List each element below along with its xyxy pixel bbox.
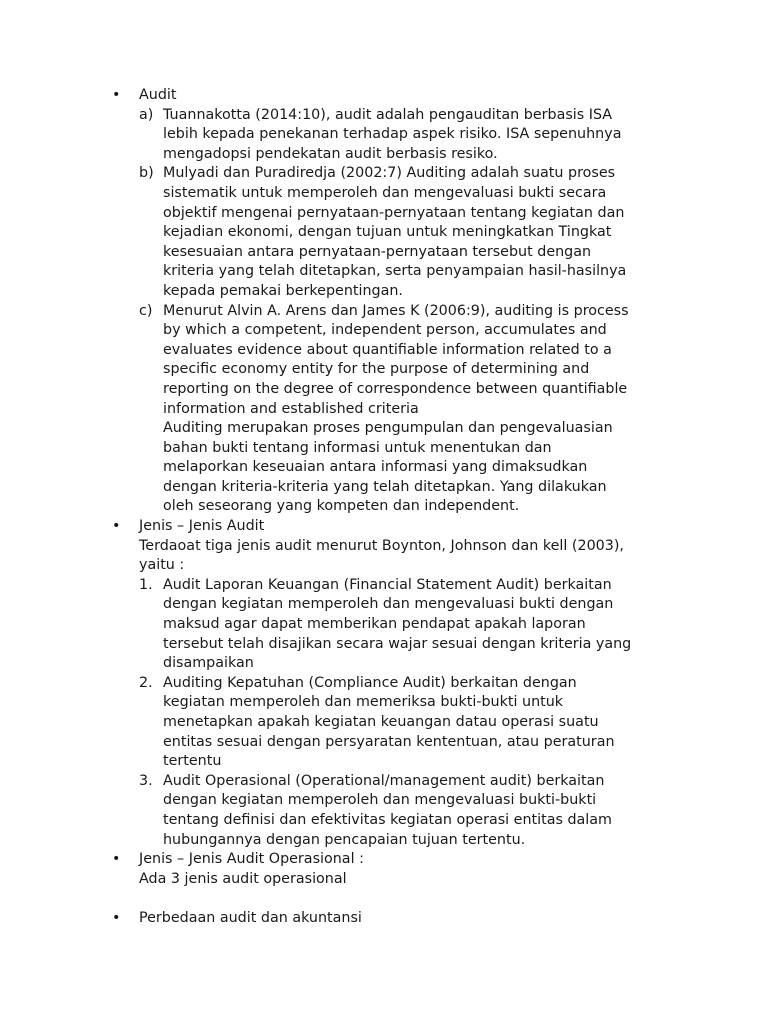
list-item-line: kepada pemakai berkepentingan. — [163, 282, 403, 299]
list-marker: c) — [139, 302, 153, 319]
bullet-icon: • — [112, 518, 121, 535]
list-marker: 1. — [139, 576, 153, 593]
list-item — [139, 674, 679, 772]
intro-line: Ada 3 jenis audit operasional — [139, 870, 347, 887]
list-item-line: kejadian ekonomi, dengan tujuan untuk meningkatkan Tingkat — [163, 224, 612, 241]
list-item — [139, 576, 679, 674]
list-item-line: lebih kepada penekanan terhadap aspek risiko. ISA sepenuhnya — [163, 126, 622, 143]
list-item-line: by which a competent, independent person, accumulates and — [163, 322, 607, 339]
bullet-icon: • — [112, 87, 121, 103]
list-item-line: melaporkan keseuaian antara informasi yang dimaksudkan — [163, 459, 588, 476]
list-item-line: Audit Laporan Keuangan (Financial Statement Audit) berkaitan — [163, 576, 612, 593]
list-item — [139, 164, 679, 301]
list-item-line: Auditing merupakan proses pengumpulan dan pengevaluasian — [163, 420, 613, 437]
list-item-line: Auditing Kepatuhan (Compliance Audit) berkaitan dengan — [163, 674, 577, 691]
bullet-icon: • — [112, 909, 121, 926]
list-item-line: maksud agar dapat memberikan pendapat apakah laporan — [163, 616, 586, 633]
list-item-line: mengadopsi pendekatan audit berbasis resiko. — [163, 145, 498, 162]
list-item-line: hubungannya dengan pencapaian tujuan tertentu. — [163, 831, 526, 848]
bullet-section — [0, 517, 679, 850]
section-heading: Perbedaan audit dan akuntansi — [139, 909, 362, 926]
bullet-section — [0, 86, 679, 517]
list-item-line: kegiatan memperoleh dan memeriksa bukti-bukti untuk — [163, 694, 564, 711]
list-item-line: tentang definisi dan efektivitas kegiatan operasi entitas dalam — [163, 811, 612, 828]
section-heading: Jenis – Jenis Audit — [139, 518, 265, 535]
list-item-line: Menurut Alvin A. Arens dan James K (2006:9), auditing is process — [163, 302, 629, 319]
list-item-line: bahan bukti tentang informasi untuk menentukan dan — [163, 439, 552, 456]
list-item-line: entitas sesuai dengan persyaratan kententuan, atau peraturan — [163, 733, 615, 750]
intro-line: yaitu : — [139, 557, 185, 574]
list-item-line: dengan kegiatan memperoleh dan mengevaluasi bukti-bukti — [163, 792, 597, 809]
list-item-line: evaluates evidence about quantifiable information related to a — [163, 341, 612, 358]
list-item-line: dengan kegiatan memperoleh dan mengevaluasi bukti dengan — [163, 596, 614, 613]
list-item-line: sistematik untuk memperoleh dan mengevaluasi bukti secara — [163, 184, 607, 201]
document-page — [0, 86, 768, 929]
list-item-line: information and established criteria — [163, 400, 419, 417]
list-item — [139, 772, 679, 850]
list-marker: 3. — [139, 772, 153, 789]
list-item-line: menetapkan apakah kegiatan keuangan datau operasi suatu — [163, 714, 599, 730]
list-item-line: disampaikan — [163, 655, 254, 672]
section-heading: Audit — [139, 87, 177, 103]
intro-line: Terdaoat tiga jenis audit menurut Boynton, Johnson dan kell (2003), — [139, 537, 624, 554]
list-item-line: dengan kriteria-kriteria yang telah ditetapkan. Yang dilakukan — [163, 478, 607, 495]
list-marker: a) — [139, 106, 154, 123]
list-item-line: kriteria yang telah ditetapkan, serta penyampaian hasil-hasilnya — [163, 263, 627, 280]
list-marker: b) — [139, 165, 154, 182]
list-marker: 2. — [139, 674, 153, 691]
bullet-section — [0, 909, 679, 929]
list-item-line: Mulyadi dan Puradiredja (2002:7) Auditing adalah suatu proses — [163, 165, 616, 182]
list-item-line: objektif mengenai pernyataan-pernyataan tentang kegiatan dan — [163, 204, 625, 221]
bullet-icon: • — [112, 851, 121, 868]
list-item-line: oleh seseorang yang kompeten dan independent. — [163, 498, 520, 515]
list-item — [139, 302, 679, 518]
blank-line — [0, 889, 768, 909]
list-item-line: tertentu — [163, 753, 222, 770]
list-item-line: reporting on the degree of correspondence between quantifiable — [163, 380, 628, 397]
section-heading: Jenis – Jenis Audit Operasional : — [139, 851, 364, 868]
list-item — [139, 106, 679, 165]
bullet-section — [0, 850, 679, 889]
list-item-line: specific economy entity for the purpose of determining and — [163, 361, 590, 378]
list-item-line: Audit Operasional (Operational/management audit) berkaitan — [163, 772, 605, 789]
list-item-line: tersebut telah disajikan secara wajar sesuai dengan kriteria yang — [163, 635, 632, 652]
list-item-line: kesesuaian antara pernyataan-pernyataan tersebut dengan — [163, 243, 592, 260]
list-item-line: Tuannakotta (2014:10), audit adalah pengauditan berbasis ISA — [163, 106, 613, 123]
